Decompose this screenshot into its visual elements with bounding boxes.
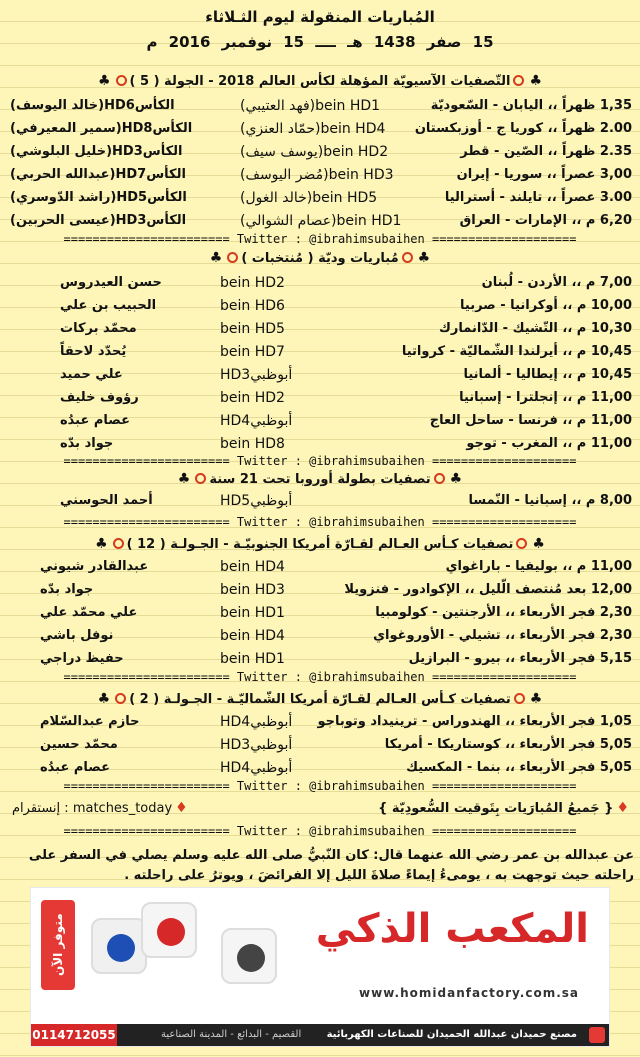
club-icon: ♣ [97, 73, 111, 89]
match-time-teams: 10,45 م ،، إيطاليا - ألمانيا [463, 367, 632, 382]
club-icon: ♣ [95, 536, 108, 552]
match-time-teams: 11,00 م ،، بوليفيا - باراغواي [445, 559, 632, 574]
club-icon: ♣ [209, 250, 223, 266]
page-date: 15 صفر 1438 هـ ــــ 15 نوفمبر 2016 م [146, 33, 494, 51]
match-time-teams: 3.00 عصراً ،، تايلند - أستراليا [444, 190, 632, 205]
match-commentator: الحبيب بن علي [60, 298, 157, 313]
match-row [0, 734, 640, 756]
match-time-teams: 1,35 ظهراً ،، اليابان - السّعوديّة [430, 98, 632, 113]
ad-phone[interactable]: 0114712055 [31, 1024, 117, 1046]
match-row [0, 579, 640, 601]
club-icon: ♣ [532, 536, 545, 552]
match-row [0, 757, 640, 779]
section-title: تصفيات بطولة أوروبا تحت 21 سنة [209, 472, 431, 487]
section-title: مُباريات وديّة ( مُنتخبات ) [241, 251, 399, 266]
match-channel: bein HD4(حمّاد العنزي) [240, 121, 386, 137]
timezone-note: { جَميعُ المُبارَيات بِتَوقيت السُّعودِيّة } [378, 801, 614, 816]
circle-icon [516, 538, 527, 549]
club-icon: ♣ [177, 471, 191, 487]
match-commentator: عبدالقادر شيوني [40, 559, 149, 574]
instagram-handle: إنستقرام : matches_today [12, 801, 173, 816]
twitter-separator: ======================= Twitter : @ibrahimsubaihen ==================== [63, 670, 577, 684]
match-time-teams: 2.00 ظهراً ،، كوريا ج - أوزبكستان [414, 121, 632, 136]
match-row [0, 141, 640, 163]
company-logo-icon [589, 1027, 605, 1043]
circle-icon [434, 473, 445, 484]
match-row [0, 490, 640, 512]
match-commentator: حسن العيدروس [60, 275, 162, 290]
match-time-teams: 1,05 فجر الأربعاء ،، الهندوراس - ترينيداد وتوباجو [317, 714, 632, 729]
match-channel: أبوظبيHD3 [220, 367, 293, 383]
match-time-teams: 12,00 بعد مُنتصف الّليل ،، الإكوادور - فنزويلا [344, 582, 632, 597]
match-commentator: جواد بدّه [60, 436, 114, 451]
match-row [0, 648, 640, 670]
match-channel: bein HD4 [220, 559, 285, 575]
match-commentator: حفيظ دراجي [40, 651, 124, 666]
match-commentator: الكأسHD8(سمير المعيرفي) [10, 121, 193, 136]
diamond-icon: ♦ [175, 800, 188, 816]
match-commentator: علي محمّد علي [40, 605, 138, 620]
match-channel: bein HD6 [220, 298, 285, 314]
match-time-teams: 8,00 م ،، إسبانيا - النّمسا [468, 493, 632, 508]
section-title-row [0, 533, 640, 555]
circle-icon [514, 693, 525, 704]
ad-footer [31, 1024, 609, 1046]
match-commentator: نوفل باشي [40, 628, 114, 643]
match-row [0, 187, 640, 209]
twitter-separator: ======================= Twitter : @ibrahimsubaihen ==================== [63, 515, 577, 529]
circle-icon [115, 693, 126, 704]
match-time-teams: 7,00 م ،، الأردن - لُبنان [481, 275, 632, 290]
section-title-row [0, 247, 640, 269]
match-row [0, 210, 640, 232]
match-channel: أبوظبيHD5 [220, 493, 293, 509]
circle-icon [402, 252, 413, 263]
match-row [0, 95, 640, 117]
match-row [0, 625, 640, 647]
match-commentator: الكأسHD3(خليل البلوشي) [10, 144, 183, 159]
match-commentator: الكأسHD6(خالد اليوسف) [10, 98, 175, 113]
match-time-teams: 2,30 فجر الأربعاء ،، تشيلي - الأوروغواي [373, 628, 632, 643]
match-channel: bein HD1(عصام الشوالي) [240, 213, 402, 229]
power-cube-image [91, 918, 147, 974]
match-channel: bein HD3(مُضر اليوسف) [240, 167, 394, 183]
twitter-separator: ======================= Twitter : @ibrahimsubaihen ==================== [63, 779, 577, 793]
match-commentator: جواد بدّه [40, 582, 94, 597]
match-time-teams: 11,00 م ،، فرنسا - ساحل العاج [429, 413, 632, 428]
match-commentator: حازم عبدالسّلام [40, 714, 140, 729]
match-commentator: الكأسHD3(عيسى الحربين) [10, 213, 187, 228]
match-time-teams: 5,05 فجر الأربعاء ،، بنما - المكسيك [406, 760, 632, 775]
match-channel: bein HD1 [220, 605, 285, 621]
section-title: التّصفيات الآسيويّة المؤهلة لكأس العالم 2018 - الجولة ( 5 ) [129, 74, 511, 89]
match-commentator: أحمد الحوسني [60, 493, 153, 508]
match-time-teams: 5,15 فجر الأربعاء ،، بيرو - البرازيل [408, 651, 632, 666]
match-row [0, 341, 640, 363]
match-commentator: عصام عبدُه [40, 760, 110, 775]
match-commentator: الكأسHD5(راشد الدّوسري) [10, 190, 187, 205]
match-time-teams: 11,00 م ،، المغرب - توجو [466, 436, 632, 451]
match-time-teams: 2.35 ظهراً ،، الصّين - قطر [460, 144, 632, 159]
match-channel: bein HD2 [220, 275, 285, 291]
match-time-teams: 10,45 م ،، أيرلندا الشّماليّة - كرواتيا [401, 344, 632, 359]
match-time-teams: 10,00 م ،، أوكرانيا - صربيا [460, 298, 632, 313]
match-row [0, 711, 640, 733]
club-icon: ♣ [529, 73, 543, 89]
available-now-badge: متوفر الآن [41, 900, 75, 990]
match-row [0, 556, 640, 578]
power-cube-image [141, 902, 197, 958]
match-commentator: رؤوف خليف [60, 390, 139, 405]
ad-url[interactable]: www.homidanfactory.com.sa [359, 986, 579, 1000]
match-time-teams: 6,20 م ،، الإمارات - العراق [459, 213, 632, 228]
power-cube-image [221, 928, 277, 984]
ad-location: القصيم - البدائع - المدينة الصناعية [161, 1029, 302, 1040]
ad-title: المكعب الذكي [315, 906, 589, 952]
match-row [0, 410, 640, 432]
match-time-teams: 3,00 عصراً ،، سوريا - إيران [456, 167, 632, 182]
match-commentator: محمّد حسين [40, 737, 118, 752]
circle-icon [116, 75, 127, 86]
match-channel: أبوظبيHD4 [220, 714, 293, 730]
circle-icon [227, 252, 238, 263]
club-icon: ♣ [529, 691, 543, 707]
twitter-separator: ======================= Twitter : @ibrahimsubaihen ==================== [63, 232, 577, 246]
ad-company: مصنع حميدان عبدالله الحميدان للصناعات الكهربائية [326, 1029, 577, 1040]
match-row [0, 295, 640, 317]
match-commentator: محمّد بركات [60, 321, 137, 336]
match-time-teams: 10,30 م ،، التّشيك - الدّانمارك [438, 321, 632, 336]
page-title: المُباريات المنقولة ليوم الثـلاثاء [205, 8, 435, 26]
circle-icon [195, 473, 206, 484]
match-channel: أبوظبيHD4 [220, 760, 293, 776]
diamond-icon: ♦ [616, 800, 629, 816]
footer-row [0, 797, 640, 819]
section-title-row [0, 468, 640, 490]
match-commentator: الكأسHD7(عبدالله الحربي) [10, 167, 186, 182]
hadith-text: عن عبدالله بن عمر رضي الله عنهما قال: كان النّبيُّ صلى الله عليه وسلم يصلي في السفر على راحلته حيث توجهت به ، يومىءُ إيماءً صلاةَ الليل إلا الفرائضَ ، ويوترُ على راحلته . [28, 848, 634, 883]
match-row [0, 118, 640, 140]
match-time-teams: 5,05 فجر الأربعاء ،، كوستاريكا - أمريكا [384, 737, 632, 752]
section-title: تصفيات كـأس العـالم لقـارّة أمريكا الجنوبيّـة - الجـولـة ( 12 ) [126, 537, 514, 552]
match-channel: bein HD2 [220, 390, 285, 406]
circle-icon [113, 538, 124, 549]
club-icon: ♣ [97, 691, 111, 707]
club-icon: ♣ [449, 471, 463, 487]
match-channel: bein HD7 [220, 344, 285, 360]
match-channel: bein HD1 [220, 651, 285, 667]
circle-icon [513, 75, 524, 86]
match-row [0, 164, 640, 186]
match-channel: أبوظبيHD4 [220, 413, 293, 429]
match-commentator: عصام عبدُه [60, 413, 130, 428]
match-channel: bein HD4 [220, 628, 285, 644]
section-title: تصفيات كـأس العـالم لقـارّة أمريكا الشّماليّـة - الجـولـة ( 2 ) [129, 692, 511, 707]
match-channel: bein HD8 [220, 436, 285, 452]
twitter-separator: ======================= Twitter : @ibrahimsubaihen ==================== [63, 454, 577, 468]
match-row [0, 272, 640, 294]
match-row [0, 602, 640, 624]
match-commentator: علي حميد [60, 367, 123, 382]
match-channel: bein HD5 [220, 321, 285, 337]
club-icon: ♣ [417, 250, 431, 266]
match-row [0, 364, 640, 386]
ad-banner[interactable] [30, 887, 610, 1047]
match-channel: bein HD5(خالد الغول) [240, 190, 378, 206]
match-row [0, 387, 640, 409]
match-time-teams: 11,00 م ،، إنجلترا - إسبانيا [459, 390, 632, 405]
match-channel: bein HD1(فهد العتيبي) [240, 98, 381, 114]
match-commentator: يُحدّد لاحقاً [60, 344, 127, 359]
match-channel: أبوظبيHD3 [220, 737, 293, 753]
section-title-row [0, 70, 640, 92]
match-time-teams: 2,30 فجر الأربعاء ،، الأرجنتين - كولومبيا [375, 605, 632, 620]
match-row [0, 318, 640, 340]
section-title-row [0, 688, 640, 710]
match-channel: bein HD3 [220, 582, 285, 598]
twitter-separator: ======================= Twitter : @ibrahimsubaihen ==================== [63, 824, 577, 838]
match-channel: bein HD2(يوسف سيف) [240, 144, 389, 160]
